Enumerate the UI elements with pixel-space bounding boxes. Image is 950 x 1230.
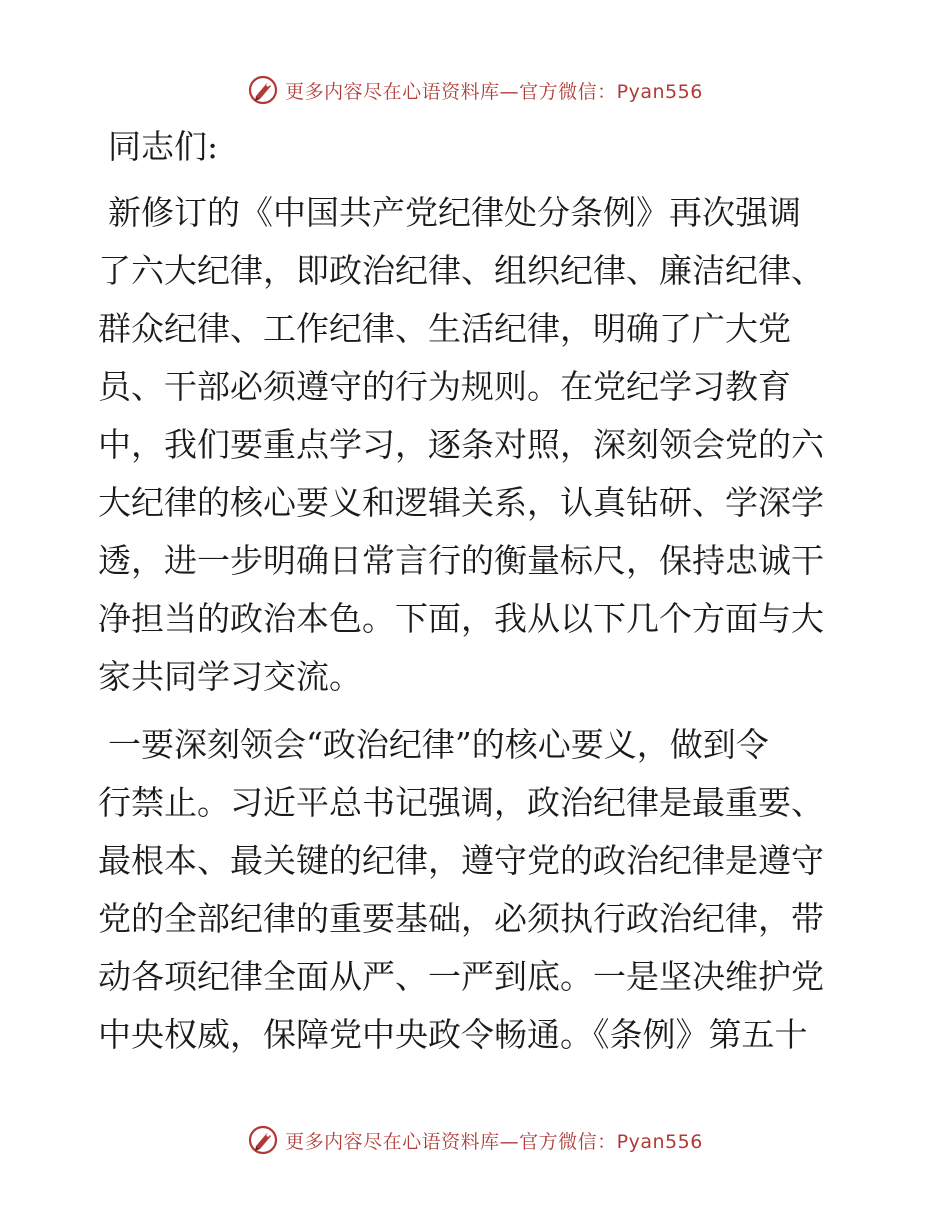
document-body [98,118,858,1074]
paragraph-intro [98,184,858,706]
text-line: 透，进一步明确日常言行的衡量标尺，保持忠诚干 [98,541,824,580]
text-line: 中，我们要重点学习，逐条对照，深刻领会党的六 [98,425,824,464]
paragraph-political-discipline [98,716,858,1064]
text-line: 大纪律的核心要义和逻辑关系，认真钻研、学深学 [98,483,824,522]
pen-logo-icon [247,1124,279,1156]
text-line: 了六大纪律，即政治纪律、组织纪律、廉洁纪律、 [98,251,824,290]
text-line: 员、干部必须遵守的行为规则。在党纪学习教育 [98,367,791,406]
header-banner [0,70,950,110]
text-line: 新修订的《中国共产党纪律处分条例》再次强调 [108,193,801,232]
text-line: 动各项纪律全面从严、一严到底。一是坚决维护党 [98,957,824,996]
footer-banner-text: 更多内容尽在心语资料库—官方微信：Pyan556 [285,1130,703,1153]
text-line: 最根本、最关键的纪律，遵守党的政治纪律是遵守 [98,841,824,880]
salutation: 同志们: [108,127,219,166]
text-line: 净担当的政治本色。下面，我从以下几个方面与大 [98,599,824,638]
text-line: 中央权威，保障党中央政令畅通。《条例》第五十 [98,1015,808,1054]
text-line: 行禁止。习近平总书记强调，政治纪律是最重要、 [98,783,824,822]
text-line: 家共同学习交流。 [98,657,362,696]
pen-logo-icon [247,74,279,106]
header-banner-text: 更多内容尽在心语资料库—官方微信：Pyan556 [285,80,703,103]
text-line: 党的全部纪律的重要基础，必须执行政治纪律，带 [98,899,824,938]
text-line: 一要深刻领会“政治纪律”的核心要义，做到令 [108,725,769,764]
footer-banner [0,1120,950,1160]
text-line: 群众纪律、工作纪律、生活纪律，明确了广大党 [98,309,791,348]
